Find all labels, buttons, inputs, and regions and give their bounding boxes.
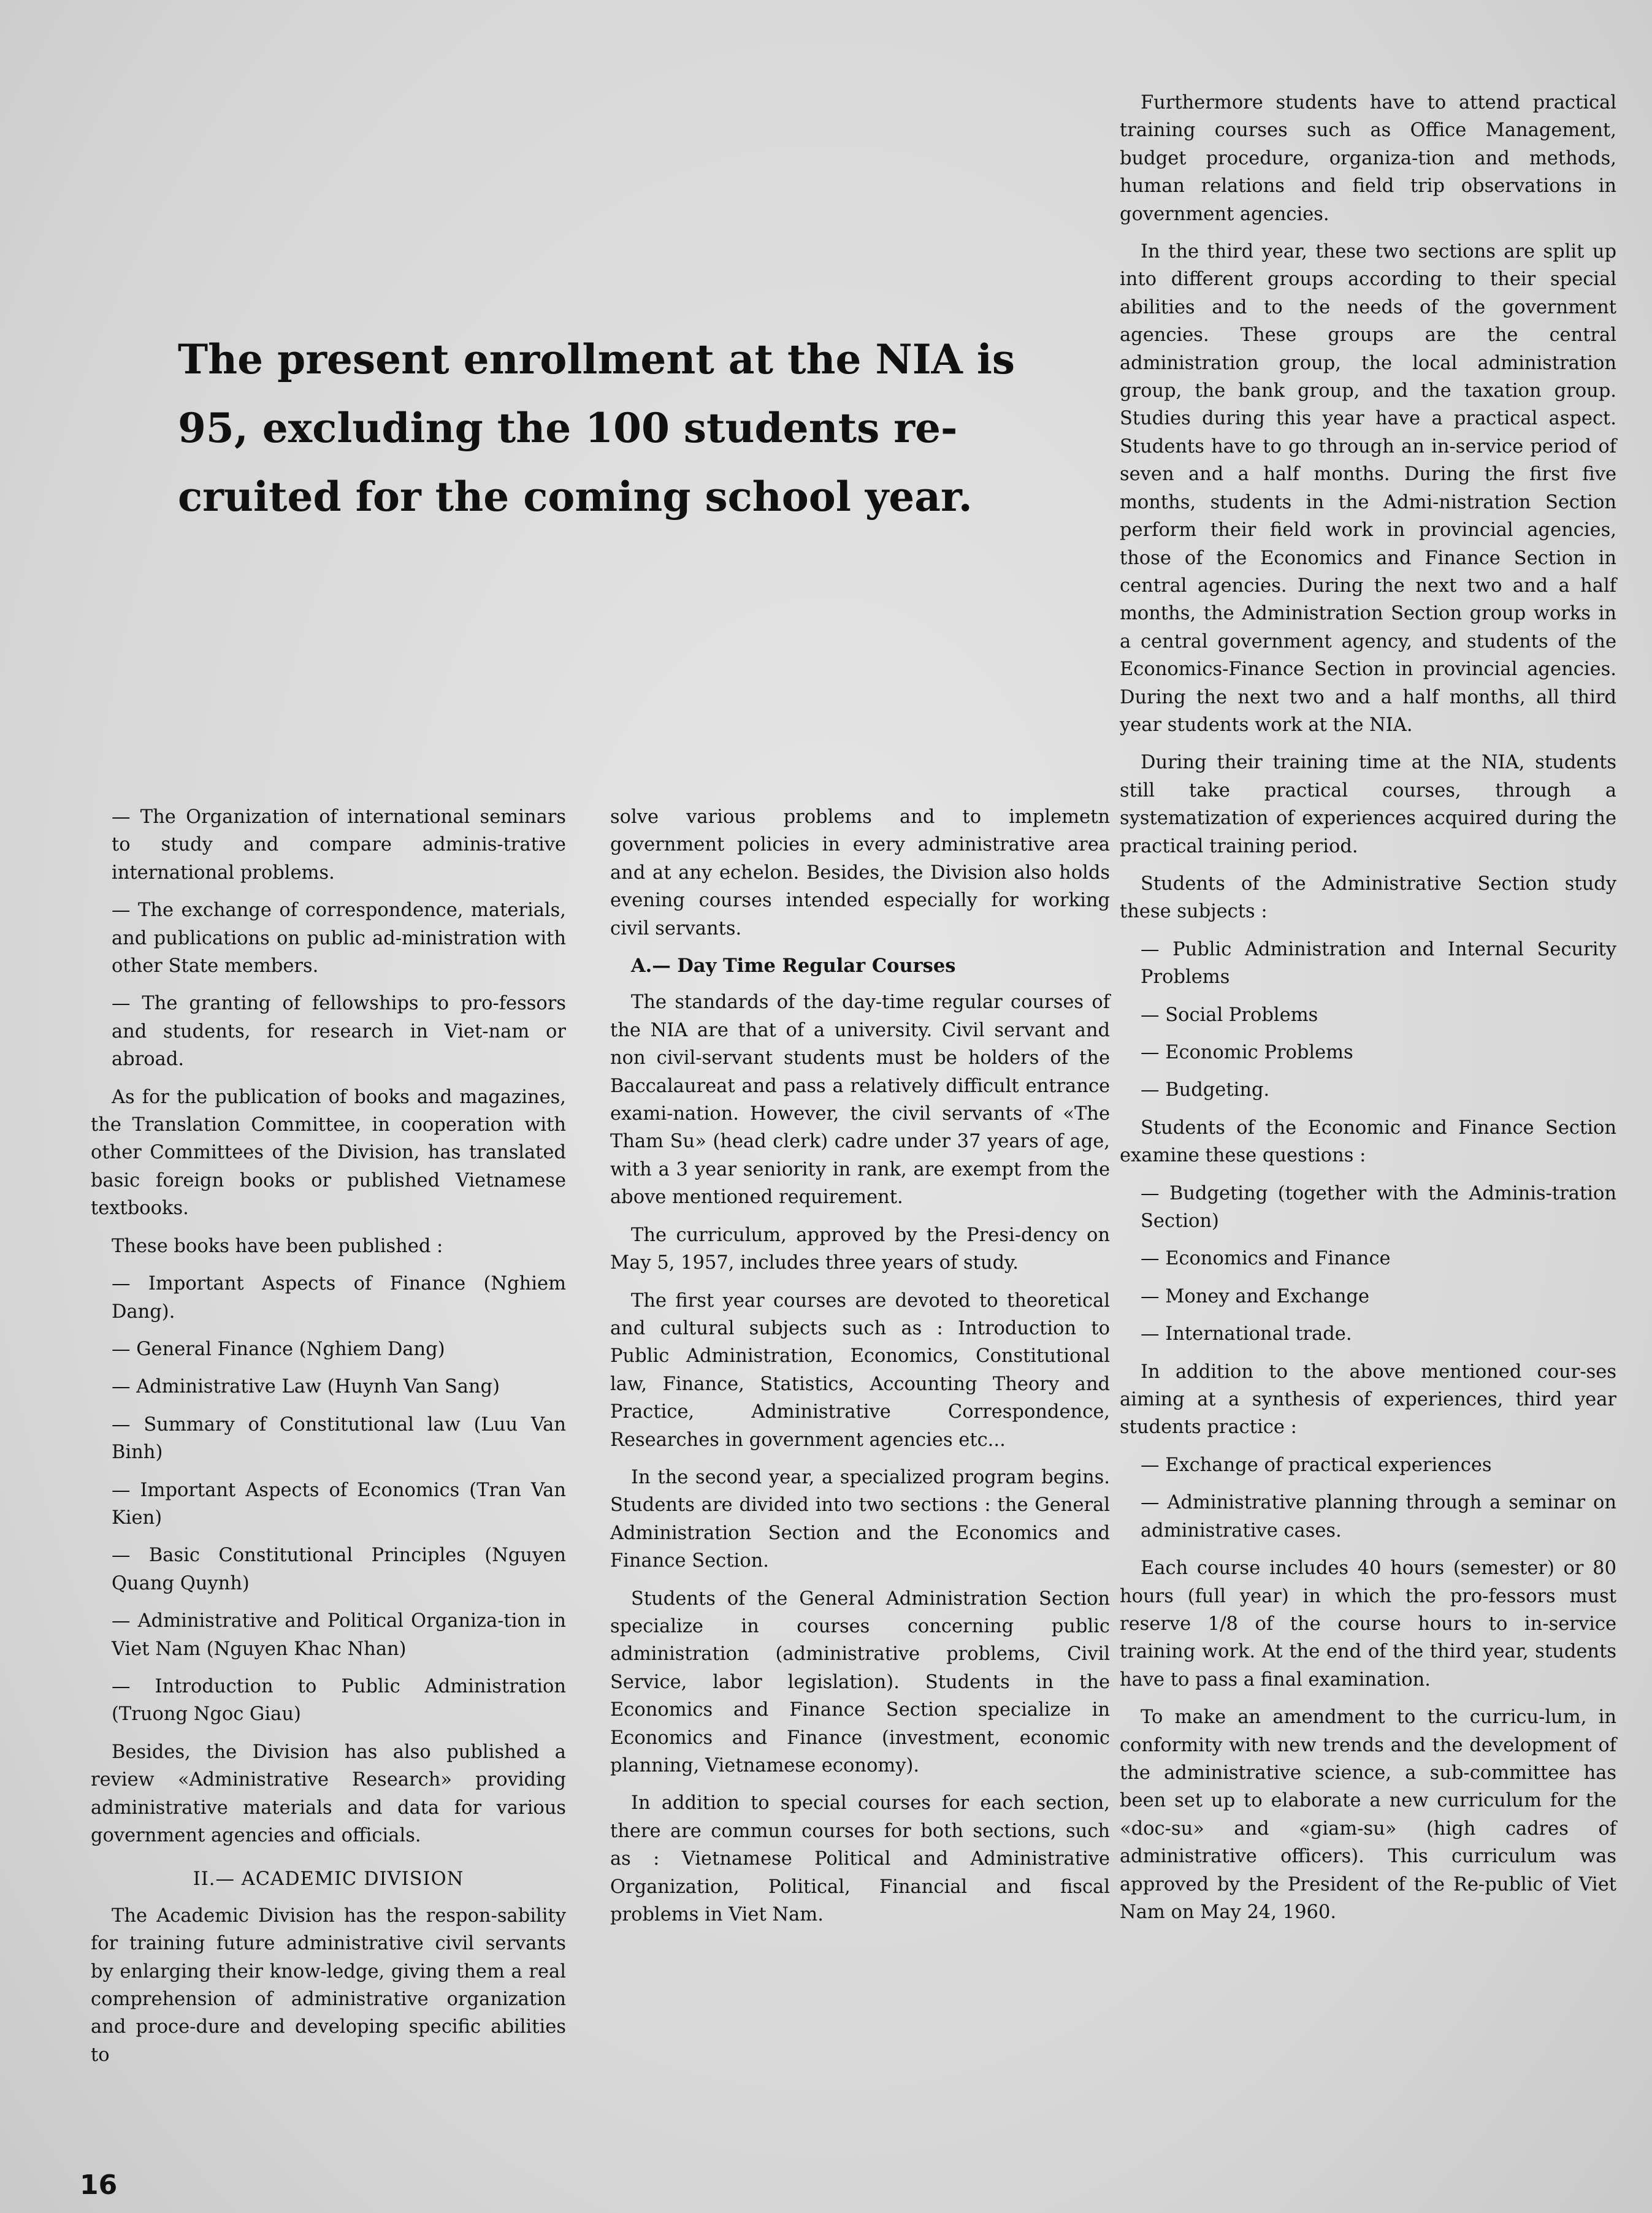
paragraph: The standards of the day-time regular courses of the NIA are that of a university. Civil servant and non civil-servant students must be holders of the Baccalaureat and pass a relatively difficult entrance exami-nation. However, the civil servants of «The Tham Su» (head clerk) cadre under 37 years of age, with a 3 year seniority in rank, are exempt from the above mentioned requirement.: [610, 992, 1110, 1209]
list-item: — Budgeting (together with the Adminis-tration Section): [1141, 1182, 1616, 1233]
paragraph: In addition to special courses for each section, there are commun courses for both sections, such as : Vietnamese Political and Administrative Organization, Political, Financial and fiscal problems in Viet Nam.: [610, 1792, 1110, 1926]
paragraph: Each course includes 40 hours (semester) or 80 hours (full year) in which the pro-fessors must reserve 1/8 of the course hours to in-service training work. At the end of the third year, students have to pass a final examination.: [1120, 1558, 1616, 1691]
paragraph: — The granting of fellowships to pro-fessors and students, for research in Viet-nam or abroad.: [112, 993, 566, 1071]
paragraph: The Academic Division has the respon-sability for training future administrative civil servants by enlarging their know-ledge, giving them a real comprehension of administrative organization and proce-dure and developing specific abilities to: [91, 1905, 566, 2066]
paragraph: — The exchange of correspondence, materials, and publications on public ad-ministration with other State members.: [112, 900, 566, 977]
list-item: — Administrative Law (Huynh Van Sang): [112, 1376, 500, 1398]
paragraph: In addition to the above mentioned cour-ses aiming at a synthesis of experiences, third year students practice :: [1120, 1361, 1616, 1439]
paragraph: solve various problems and to implemetn government policies in every administrative area and at any echelon. Besides, the Division also holds evening courses intended especially for working civil servants.: [610, 806, 1110, 939]
list-item: — Basic Constitutional Principles (Nguyen Quang Quynh): [112, 1545, 566, 1594]
paragraph: These books have been published :: [112, 1235, 443, 1257]
paragraph: — The Organization of international seminars to study and compare adminis-trative international problems.: [112, 806, 566, 884]
list-item: — Economic Problems: [1141, 1042, 1353, 1063]
subsection-heading: A.— Day Time Regular Courses: [631, 955, 956, 977]
list-item: — Summary of Constitutional law (Luu Van Binh): [112, 1413, 566, 1464]
list-item: — Money and Exchange: [1141, 1285, 1370, 1307]
paragraph: To make an amendment to the curricu-lum, in conformity with new trends and the development of the administrative science, a sub-committee has been set up to elaborate a new curriculum for the «doc-su» and «giam-su» (high cadres of administrative officers). This curriculum was approved by the President of the Re-public of Viet Nam on May 24, 1960.: [1120, 1707, 1616, 1923]
list-item: — Administrative and Political Organiza-tion in Viet Nam (Nguyen Khac Nhan): [112, 1610, 566, 1660]
list-item: — Administrative planning through a seminar on administrative cases.: [1141, 1492, 1616, 1542]
headline: The present enrollment at the NIA is 95, excluding the 100 students re-cruited for the coming school year.: [178, 335, 1015, 521]
paragraph: Students of the Administrative Section study these subjects :: [1120, 873, 1616, 923]
paragraph: Students of the Economic and Finance Section examine these questions :: [1120, 1117, 1616, 1167]
paragraph: Students of the General Administration Section specialize in courses concerning public administration (administrative problems, Civil Service, labor legislation). Students in the Economics and Finance Section specialize in Economics and Finance (investment, economic planning, Vietnamese economy).: [610, 1588, 1110, 1776]
list-item: — General Finance (Nghiem Dang): [112, 1338, 445, 1360]
paragraph: In the second year, a specialized program begins. Students are divided into two sections : the General Administration Section and the Economics and Finance Section.: [610, 1466, 1110, 1572]
list-item: — Introduction to Public Administration (Truong Ngoc Giau): [112, 1675, 566, 1726]
paragraph: In the third year, these two sections are split up into different groups according to their special abilities and to the needs of the government agencies. These groups are the central administration group, the local administration group, the bank group, and the taxation group. Studies during this year have a practical aspect. Students have to go through an in-service period of seven and a half months. During the first five months, students in the Admi-nistration Section perform their field work in provincial agencies, those of the Economics and Finance Section in central agencies. During the next two and a half months, the Administration Section group works in a central government agency, and students of the Economics-Finance Section in provincial agencies. During the next two and a half months, all third year students work at the NIA.: [1120, 241, 1616, 736]
paragraph: Furthermore students have to attend practical training courses such as Office Management, budget procedure, organiza-tion and methods, human relations and field trip observations in government agencies.: [1120, 92, 1616, 225]
list-item: — Important Aspects of Economics (Tran Van Kien): [112, 1479, 566, 1529]
list-item: — Public Administration and Internal Security Problems: [1141, 938, 1616, 988]
right-column: [1120, 89, 1616, 1936]
list-item: — Important Aspects of Finance (Nghiem Dang).: [112, 1273, 566, 1323]
middle-column: [610, 803, 1110, 1938]
list-item: — International trade.: [1141, 1323, 1352, 1345]
paragraph: The first year courses are devoted to theoretical and cultural subjects such as : Introduction to Public Administration, Economics, Constitutional law, Finance, Statistics, Accounting Theory and Practice, Administrative Correspondence, Researches in government agencies etc...: [610, 1290, 1110, 1451]
paragraph: Besides, the Division has also published a review «Administrative Research» providing administrative materials and data for various government agencies and officials.: [91, 1741, 566, 1846]
list-item: — Exchange of practical experiences: [1141, 1454, 1492, 1476]
section-heading: II.— ACADEMIC DIVISION: [193, 1868, 464, 1890]
list-item: — Economics and Finance: [1141, 1248, 1391, 1270]
paragraph: As for the publication of books and magazines, the Translation Committee, in cooperation with other Committees of the Division, has translated basic foreign books or published Vietnamese textbooks.: [91, 1086, 566, 1220]
left-column: [91, 803, 566, 2079]
page-number: 16: [80, 2169, 118, 2201]
list-item: — Social Problems: [1141, 1004, 1318, 1026]
paragraph: During their training time at the NIA, students still take practical courses, through a systematization of experiences acquired during the practical training period.: [1120, 752, 1616, 857]
list-item: — Budgeting.: [1141, 1079, 1270, 1101]
paragraph: The curriculum, approved by the Presi-dency on May 5, 1957, includes three years of study.: [610, 1224, 1110, 1274]
